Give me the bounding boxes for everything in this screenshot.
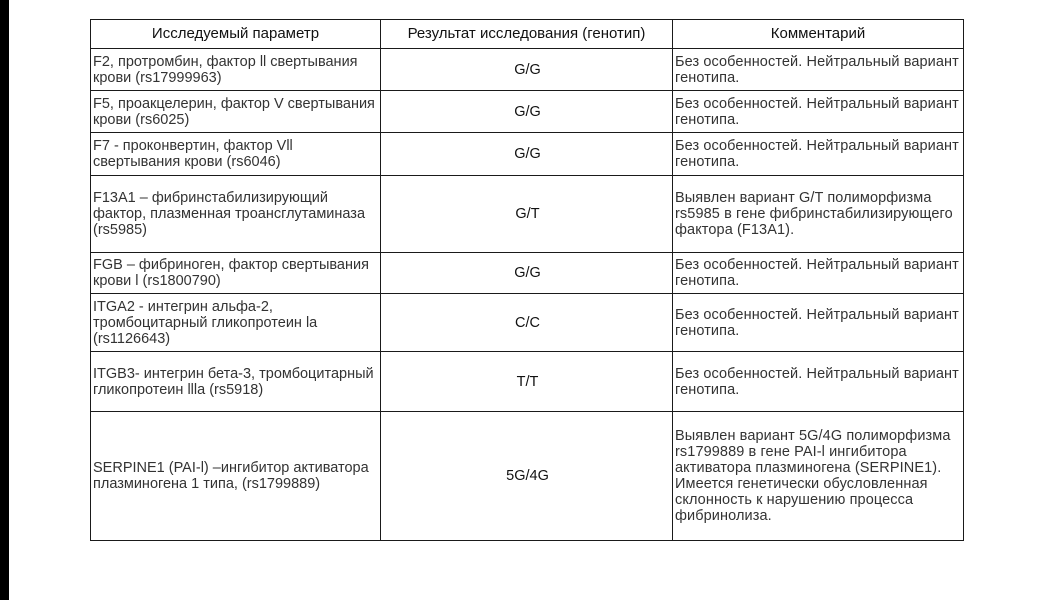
table-row [91,176,964,253]
genotype-cell: G/G [381,253,673,294]
comment-cell: Выявлен вариант 5G/4G полиморфизма rs1799889 в гене PAI-l ингибитора активатора плазминогена (SERPINE1). Имеется генетически обусловленная склонность к нарушению процесса фибринолиза. [673,412,964,541]
genotype-cell: C/C [381,294,673,352]
header-comment: Комментарий [673,20,964,49]
table-row [91,294,964,352]
document-page [9,0,1051,600]
header-result: Результат исследования (генотип) [381,20,673,49]
genotype-cell: G/G [381,91,673,133]
parameter-cell: F7 - проконвертин, фактор Vll свертывания крови (rs6046) [91,133,381,176]
parameter-cell: ITGA2 - интегрин альфа-2, тромбоцитарный гликопротеин la (rs1126643) [91,294,381,352]
genotype-cell: 5G/4G [381,412,673,541]
table-row [91,253,964,294]
genotype-cell: G/G [381,133,673,176]
comment-cell: Выявлен вариант G/T полиморфизма rs5985 в гене фибринстабилизирующего фактора (F13A1). [673,176,964,253]
parameter-cell: SERPINE1 (PAI-l) –ингибитор активатора плазминогена 1 типа, (rs1799889) [91,412,381,541]
comment-cell: Без особенностей. Нейтральный вариант генотипа. [673,294,964,352]
genotype-cell: G/T [381,176,673,253]
table-header-row [91,20,964,49]
parameter-cell: F2, протромбин, фактор ll свертывания крови (rs17999963) [91,49,381,91]
comment-cell: Без особенностей. Нейтральный вариант генотипа. [673,133,964,176]
table-row [91,91,964,133]
comment-cell: Без особенностей. Нейтральный вариант генотипа. [673,49,964,91]
table-row [91,49,964,91]
table-row [91,352,964,412]
header-parameter: Исследуемый параметр [91,20,381,49]
parameter-cell: ITGB3- интегрин бета-3, тромбоцитарный гликопротеин llla (rs5918) [91,352,381,412]
table-row [91,412,964,541]
parameter-cell: F5, проакцелерин, фактор V свертывания крови (rs6025) [91,91,381,133]
parameter-cell: FGB – фибриноген, фактор свертывания крови l (rs1800790) [91,253,381,294]
comment-cell: Без особенностей. Нейтральный вариант генотипа. [673,91,964,133]
genotype-cell: G/G [381,49,673,91]
comment-cell: Без особенностей. Нейтральный вариант генотипа. [673,253,964,294]
parameter-cell: F13A1 – фибринстабилизирующий фактор, плазменная троансглутаминаза (rs5985) [91,176,381,253]
comment-cell: Без особенностей. Нейтральный вариант генотипа. [673,352,964,412]
genotype-cell: T/T [381,352,673,412]
table-row [91,133,964,176]
genotype-results-table [90,19,964,541]
